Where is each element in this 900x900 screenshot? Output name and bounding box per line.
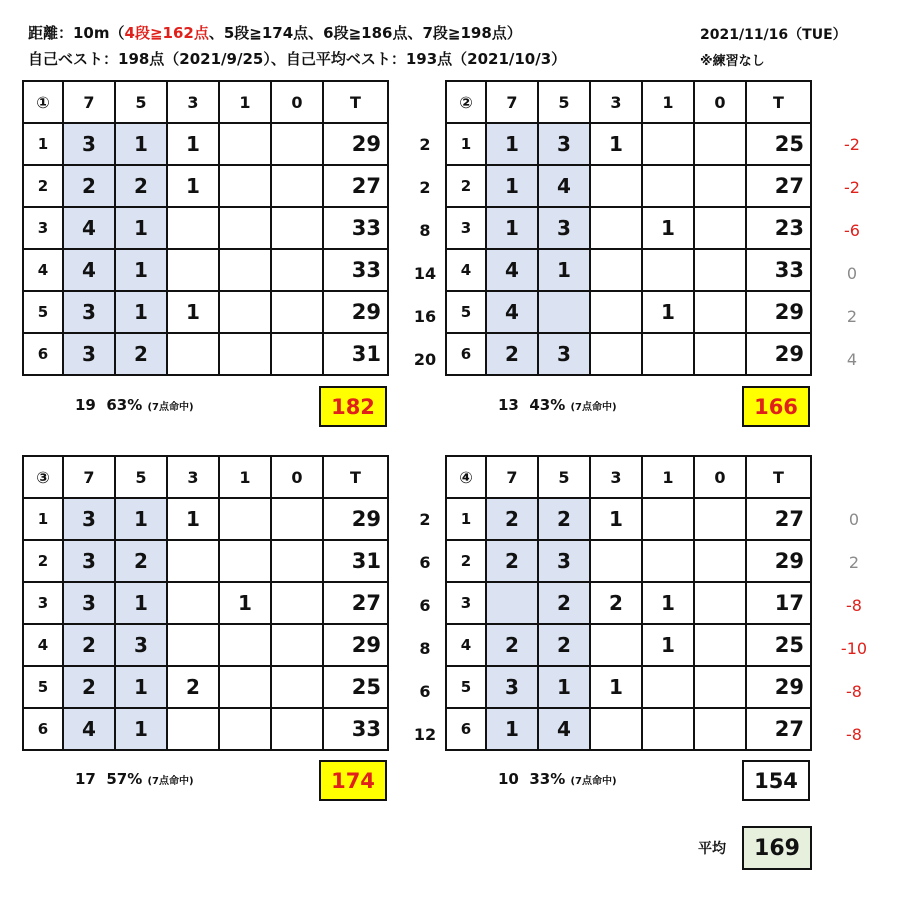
cumulative-value: 2 [419,178,431,197]
cumulative-value: 2 [419,135,431,154]
table-row: 1 1 3 1 25 [446,123,811,165]
cumulative-value: 20 [413,350,437,369]
table-row: 5 3 1 1 29 [23,291,388,333]
table-row: 3 3 1 1 27 [23,582,388,624]
round-1-table [22,80,389,376]
table-row: 5 3 1 1 29 [446,666,811,708]
round-label: ④ [446,456,486,498]
cumulative-value: 6 [419,553,431,572]
col-0: 0 [271,81,323,123]
cumulative-value: 12 [413,725,437,744]
round-2-table [445,80,812,376]
round-4-table [445,455,812,751]
table-row: 2 2 2 1 27 [23,165,388,207]
table-row: 5 2 1 2 25 [23,666,388,708]
score-diff: 4 [846,350,858,369]
table-row: 1 3 1 1 29 [23,498,388,540]
hit-rate-note: (7点命中) [570,402,617,413]
score-diff: -8 [846,682,862,701]
table-row: 6 4 1 33 [23,708,388,750]
average-value: 169 [742,826,812,870]
col-1: 1 [219,81,271,123]
col-3: 3 [590,456,642,498]
score-diff: -2 [844,135,860,154]
table-row: 2 1 4 27 [446,165,811,207]
col-1: 1 [642,81,694,123]
round-label: ① [23,81,63,123]
cumulative-value: 16 [413,307,437,326]
col-5: 5 [115,456,167,498]
col-0: 0 [694,456,746,498]
average-label: 平均 [698,841,726,857]
score-diff: -8 [846,596,862,615]
col-7: 7 [63,81,115,123]
cumulative-value: 6 [419,682,431,701]
date-label: 2021/11/16（TUE） [700,27,847,43]
score-diff: -8 [846,725,862,744]
score-diff: 2 [846,307,858,326]
col-5: 5 [115,81,167,123]
table-row: 3 4 1 33 [23,207,388,249]
score-diff: -2 [844,178,860,197]
col-7: 7 [486,456,538,498]
hit-count: 13 [498,396,519,414]
table-row: 3 2 2 1 17 [446,582,811,624]
table-row: 2 3 2 31 [23,540,388,582]
table-row: 5 4 1 29 [446,291,811,333]
table-row: 4 4 1 33 [446,249,811,291]
col-0: 0 [694,81,746,123]
score-diff: -6 [844,221,860,240]
col-7: 7 [486,81,538,123]
round-2-stats [498,396,617,414]
col-total: T [323,456,388,498]
cumulative-value: 8 [419,221,431,240]
col-1: 1 [642,456,694,498]
col-3: 3 [167,456,219,498]
round-2-total: 166 [742,386,810,427]
table-row: 2 2 3 29 [446,540,811,582]
hit-count: 17 [75,770,96,788]
rank-4-threshold: 4段≧162点 [124,24,209,42]
hit-count: 10 [498,770,519,788]
cumulative-value: 14 [413,264,437,283]
table-row: 1 2 2 1 27 [446,498,811,540]
table-row: 4 2 3 29 [23,624,388,666]
table-row: 6 3 2 31 [23,333,388,375]
table-row: 4 2 2 1 25 [446,624,811,666]
cumulative-value: 6 [419,596,431,615]
col-5: 5 [538,456,590,498]
score-diff: -10 [840,639,868,658]
cumulative-value: 2 [419,510,431,529]
round-label: ③ [23,456,63,498]
hit-rate-note: (7点命中) [147,402,194,413]
hit-rate: 63% [106,396,143,414]
col-total: T [323,81,388,123]
col-3: 3 [590,81,642,123]
col-3: 3 [167,81,219,123]
score-diff: 0 [846,264,858,283]
hit-rate: 57% [106,770,143,788]
table-row: 6 2 3 29 [446,333,811,375]
table-row: 3 1 3 1 23 [446,207,811,249]
round-1-total: 182 [319,386,387,427]
round-3-table [22,455,389,751]
hit-rate: 33% [529,770,566,788]
score-diff: 0 [848,510,860,529]
round-4-total: 154 [742,760,810,801]
round-1-stats [75,396,194,414]
table-row: 6 1 4 27 [446,708,811,750]
col-1: 1 [219,456,271,498]
col-5: 5 [538,81,590,123]
col-7: 7 [63,456,115,498]
cumulative-value: 8 [419,639,431,658]
hit-rate: 43% [529,396,566,414]
hit-rate-note: (7点命中) [570,776,617,787]
round-3-total: 174 [319,760,387,801]
table-row: 1 3 1 1 29 [23,123,388,165]
round-3-stats [75,770,194,788]
personal-best-line: 自己ベスト：198点（2021/9/25）、自己平均ベスト：193点（2021/10/3） [28,50,567,68]
col-total: T [746,81,811,123]
col-total: T [746,456,811,498]
distance-header: 距離：10m（4段≧162点、5段≧174点、6段≧186点、7段≧198点） [28,24,522,42]
no-practice-note: ※練習なし [700,54,765,69]
score-diff: 2 [848,553,860,572]
col-0: 0 [271,456,323,498]
round-label: ② [446,81,486,123]
table-row: 4 4 1 33 [23,249,388,291]
round-4-stats [498,770,617,788]
hit-count: 19 [75,396,96,414]
hit-rate-note: (7点命中) [147,776,194,787]
